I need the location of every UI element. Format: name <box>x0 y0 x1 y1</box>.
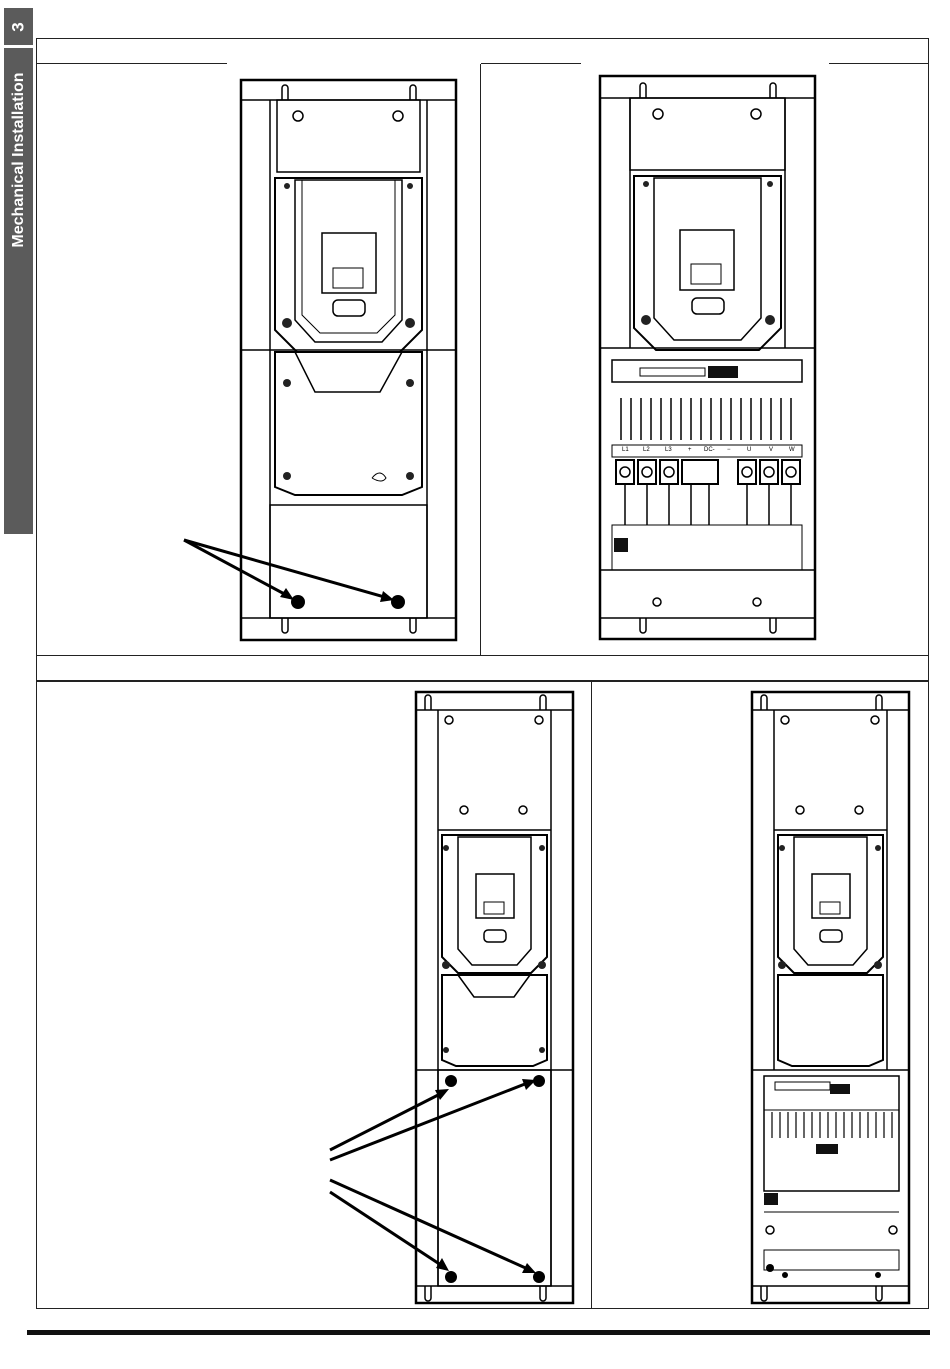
terminal-label: DC- <box>704 447 715 453</box>
terminal-label: + <box>688 447 692 453</box>
chapter-title: Mechanical Installation <box>9 72 27 248</box>
terminal-label: L1 <box>622 447 629 453</box>
footer-rule <box>27 1330 930 1335</box>
terminal-label: V <box>769 447 774 453</box>
terminal-label: L2 <box>643 447 650 453</box>
chapter-number: 3 <box>4 8 33 48</box>
terminal-label: U <box>747 447 752 453</box>
terminal-label: − <box>727 447 731 453</box>
terminal-label: W <box>789 447 795 453</box>
terminal-label: L3 <box>665 447 672 453</box>
